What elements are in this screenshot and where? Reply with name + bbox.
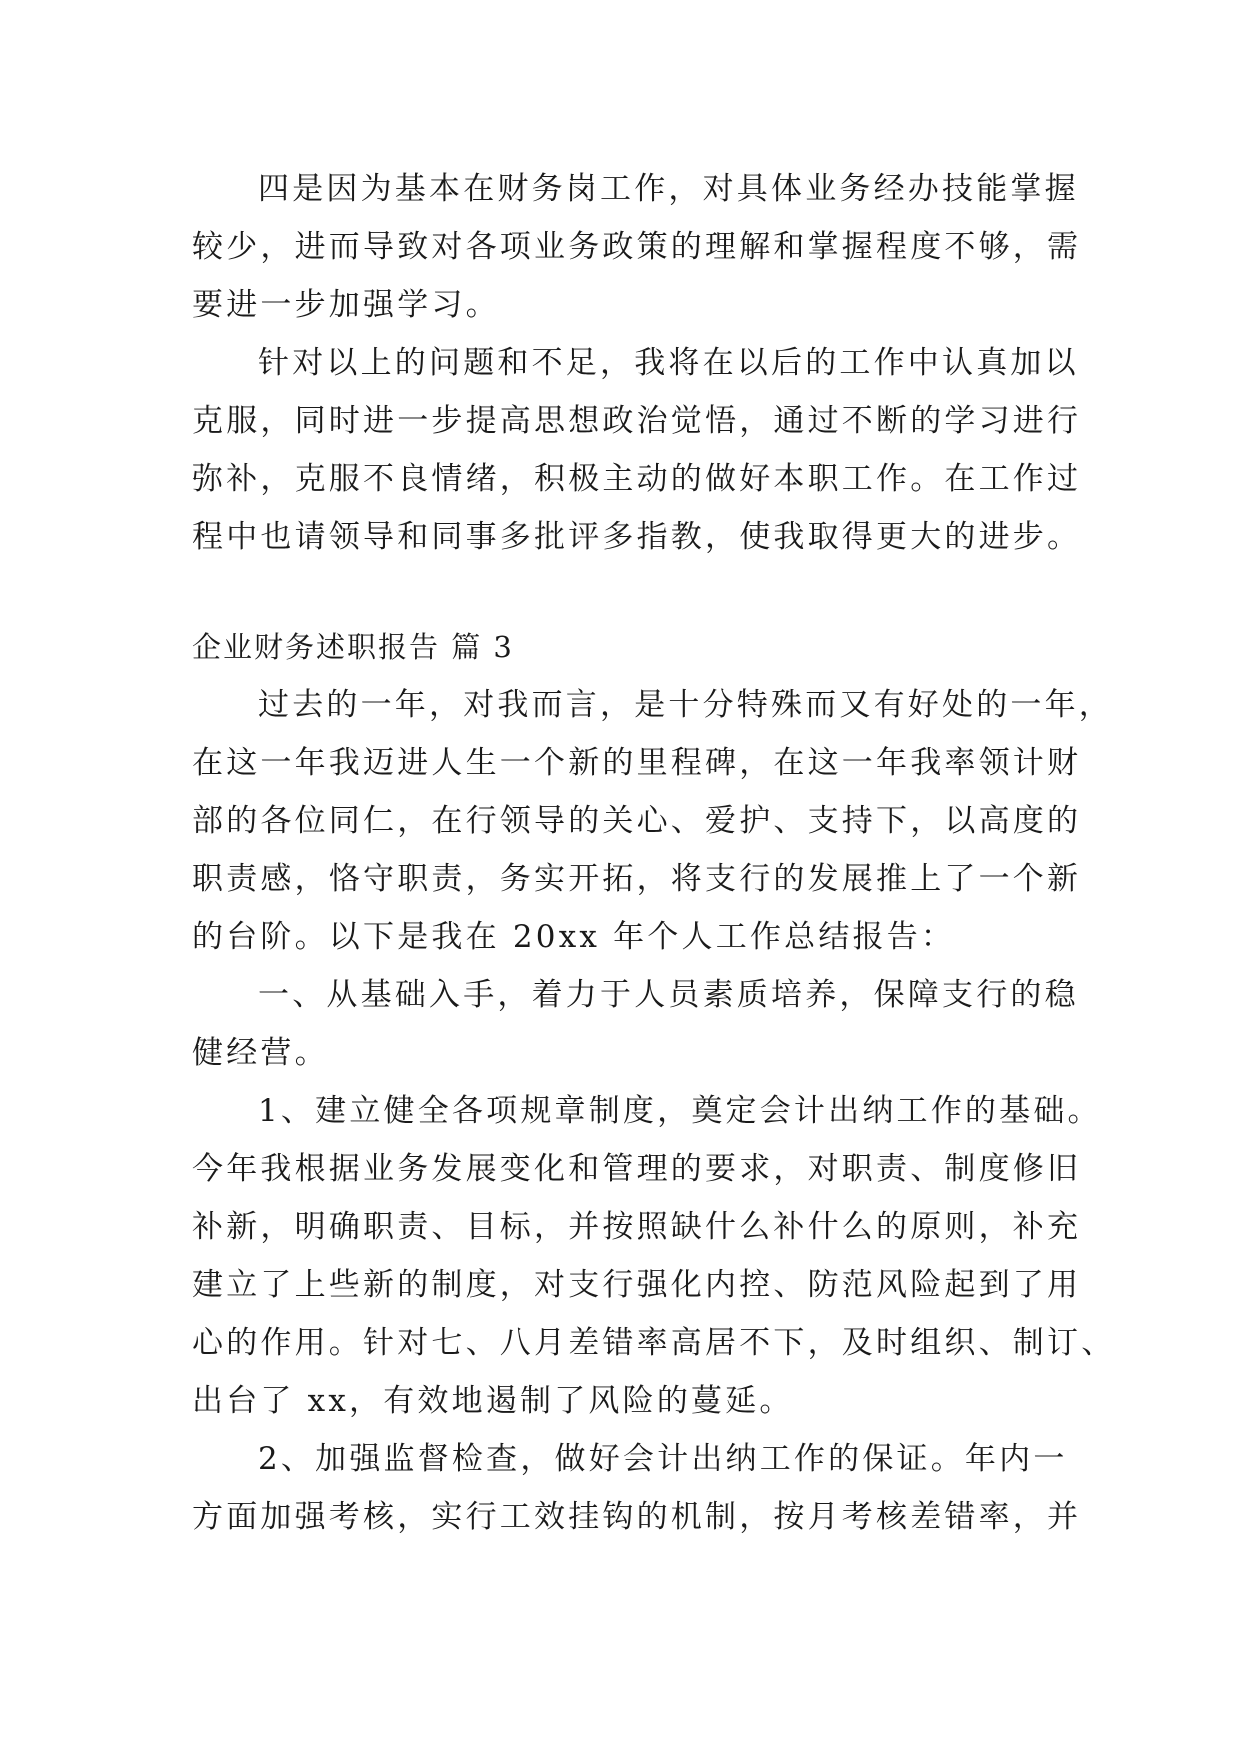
text-line: 弥补，克服不良情绪，积极主动的做好本职工作。在工作过 bbox=[192, 461, 1082, 497]
text-line: 1、建立健全各项规章制度，奠定会计出纳工作的基础。 bbox=[258, 1093, 1102, 1129]
text-line: 克服，同时进一步提高思想政治觉悟，通过不断的学习进行 bbox=[192, 403, 1082, 439]
paragraph-2 bbox=[192, 334, 1082, 566]
paragraph-1 bbox=[192, 160, 1082, 334]
text-line: 较少，进而导致对各项业务政策的理解和掌握程度不够，需 bbox=[192, 229, 1082, 265]
text-line: 部的各位同仁，在行领导的关心、爱护、支持下，以高度的 bbox=[192, 803, 1082, 839]
text-line: 程中也请领导和同事多批评多指教，使我取得更大的进步。 bbox=[192, 519, 1082, 555]
text-line: 的台阶。以下是我在 20xx 年个人工作总结报告： bbox=[192, 919, 956, 955]
text-line: 职责感，恪守职责，务实开拓，将支行的发展推上了一个新 bbox=[192, 861, 1082, 897]
paragraph-6 bbox=[192, 1430, 1082, 1546]
text-line: 方面加强考核，实行工效挂钩的机制，按月考核差错率，并 bbox=[192, 1499, 1082, 1535]
paragraph-5 bbox=[192, 1082, 1116, 1430]
text-line: 健经营。 bbox=[192, 1035, 329, 1071]
section-title: 企业财务述职报告 篇 3 bbox=[192, 630, 514, 664]
text-line: 针对以上的问题和不足，我将在以后的工作中认真加以 bbox=[258, 345, 1079, 381]
text-line: 今年我根据业务发展变化和管理的要求，对职责、制度修旧 bbox=[192, 1151, 1082, 1187]
text-line: 要进一步加强学习。 bbox=[192, 287, 500, 323]
text-line: 一、从基础入手，着力于人员素质培养，保障支行的稳 bbox=[258, 977, 1079, 1013]
text-line: 补新，明确职责、目标，并按照缺什么补什么的原则，补充 bbox=[192, 1209, 1082, 1245]
text-line: 出台了 xx，有效地遏制了风险的蔓延。 bbox=[192, 1383, 794, 1419]
text-line: 心的作用。针对七、八月差错率高居不下，及时组织、制订、 bbox=[192, 1325, 1116, 1361]
text-line: 建立了上些新的制度，对支行强化内控、防范风险起到了用 bbox=[192, 1267, 1082, 1303]
paragraph-3 bbox=[192, 676, 1113, 966]
text-line: 2、加强监督检查，做好会计出纳工作的保证。年内一 bbox=[258, 1441, 1068, 1477]
document-page bbox=[192, 160, 1116, 1546]
paragraph-4 bbox=[192, 966, 1079, 1082]
text-line: 过去的一年，对我而言，是十分特殊而又有好处的一年， bbox=[258, 687, 1113, 723]
text-line: 在这一年我迈进人生一个新的里程碑，在这一年我率领计财 bbox=[192, 745, 1082, 781]
text-line: 四是因为基本在财务岗工作，对具体业务经办技能掌握 bbox=[258, 171, 1079, 207]
